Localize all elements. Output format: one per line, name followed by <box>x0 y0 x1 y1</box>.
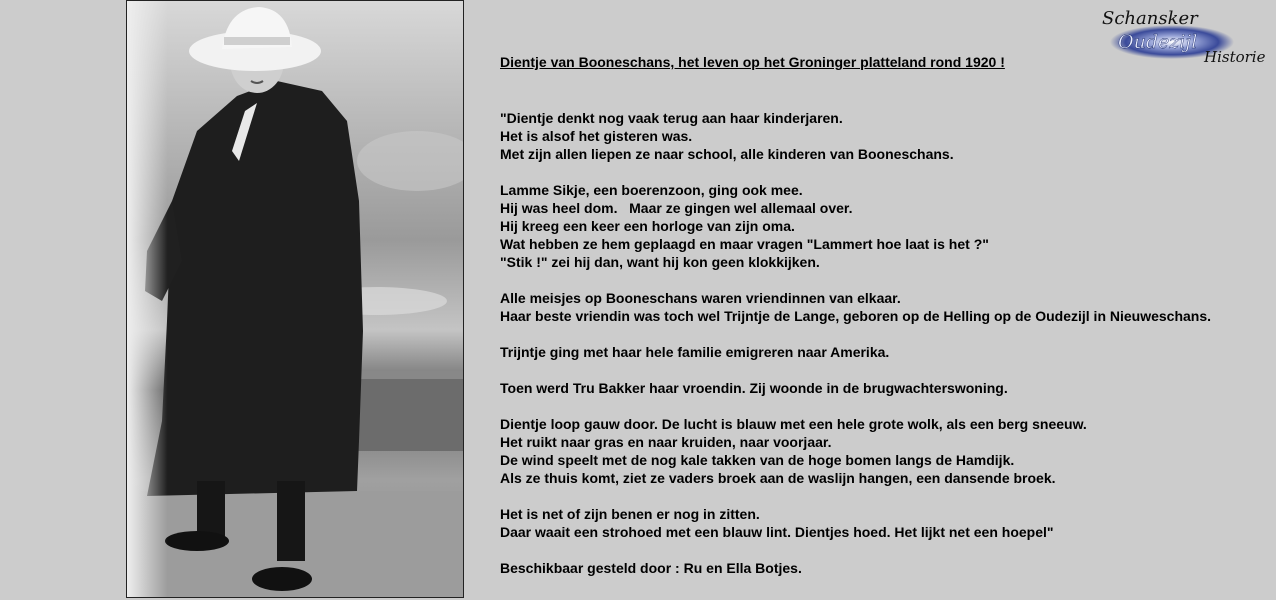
article-line: Wat hebben ze hem geplaagd en maar vragen "Lammert hoe laat is het ?" <box>500 236 989 252</box>
article-line: De wind speelt met de nog kale takken van de hoge bomen langs de Hamdijk. <box>500 452 1015 468</box>
logo-line2: Oudezijl <box>1118 31 1198 53</box>
article-line: "Dientje denkt nog vaak terug aan haar kinderjaren. <box>500 110 843 126</box>
article-paragraph <box>500 343 1270 361</box>
article-line: Beschikbaar gesteld door : Ru en Ella Botjes. <box>500 560 802 576</box>
article-line: Het is net of zijn benen er nog in zitten. <box>500 506 760 522</box>
portrait-image <box>127 1 464 598</box>
article-title: Dientje van Booneschans, het leven op het Groninger platteland rond 1920 ! <box>500 54 1005 70</box>
article-line: Dientje loop gauw door. De lucht is blauw met een hele grote wolk, als een berg sneeuw. <box>500 416 1087 432</box>
article-line: Lamme Sikje, een boerenzoon, ging ook mee. <box>500 182 803 198</box>
article-paragraph <box>500 379 1270 397</box>
article-line: Alle meisjes op Booneschans waren vriendinnen van elkaar. <box>500 290 901 306</box>
article-line: Haar beste vriendin was toch wel Trijntje de Lange, geboren op de Helling op de Oudezijl in Nieuweschans. <box>500 308 1212 324</box>
article-line: Het is alsof het gisteren was. <box>500 128 693 144</box>
article-line: Toen werd Tru Bakker haar vroendin. Zij woonde in de brugwachterswoning. <box>500 380 1008 396</box>
article-paragraph <box>500 505 1270 541</box>
article-paragraph <box>500 559 1270 577</box>
article-paragraph <box>500 109 1270 163</box>
woman-portrait-photo <box>126 0 464 598</box>
article-line: Het ruikt naar gras en naar kruiden, naar voorjaar. <box>500 434 832 450</box>
article-line: Als ze thuis komt, ziet ze vaders broek aan de waslijn hangen, een dansende broek. <box>500 470 1056 486</box>
article-body <box>500 109 1270 577</box>
article-line: Hij kreeg een keer een horloge van zijn oma. <box>500 218 795 234</box>
logo-line3: Historie <box>1204 48 1266 66</box>
article-line: Hij was heel dom. Maar ze gingen wel allemaal over. <box>500 200 853 216</box>
article <box>500 54 1270 595</box>
article-line: Trijntje ging met haar hele familie emigreren naar Amerika. <box>500 344 890 360</box>
article-line: Daar waait een strohoed met een blauw lint. Dientjes hoed. Het lijkt net een hoepel" <box>500 524 1054 540</box>
article-line: "Stik !" zei hij dan, want hij kon geen klokkijken. <box>500 254 820 270</box>
logo-line1: Schansker <box>1102 8 1198 29</box>
article-paragraph <box>500 415 1270 487</box>
article-paragraph <box>500 289 1270 325</box>
article-line: Met zijn allen liepen ze naar school, alle kinderen van Booneschans. <box>500 146 954 162</box>
article-paragraph <box>500 181 1270 271</box>
